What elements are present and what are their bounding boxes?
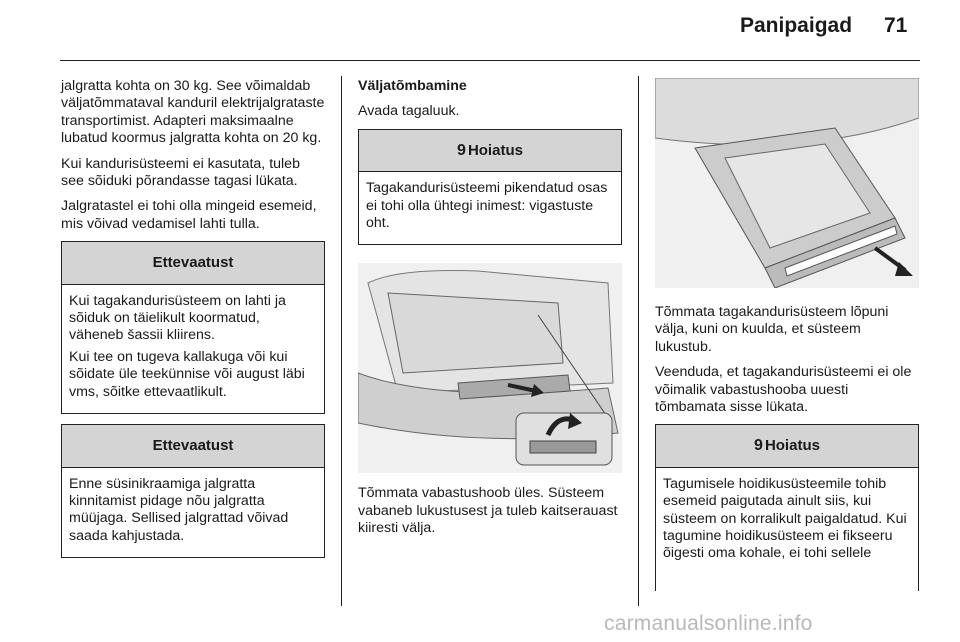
caution-text: Kui tee on tugeva kallakuga või kui sõidate üle teekünnise või august läbi vms, sõitke ettevaatlikult.: [69, 348, 305, 400]
paragraph: Avada tagaluuk.: [358, 103, 460, 120]
column-3: [655, 78, 919, 591]
release-lever-illustration: [358, 263, 622, 473]
column-divider-2: [638, 76, 639, 606]
caution-text: Kui tagakandurisüsteem on lahti ja sõiduk on täielikult koormatud, väheneb šassii kliirens.: [69, 292, 286, 344]
paragraph: Veenduda, et tagakandurisüsteemi ei ole võimalik vabastushooba uuesti tõmbamata sisse lükata.: [655, 364, 912, 416]
subheading: Väljatõmbamine: [358, 78, 467, 94]
rear-carrier-illustration: [655, 78, 919, 288]
paragraph: Jalgratastel ei tohi olla mingeid esemeid, mis võivad vedamisel lahti tulla.: [61, 198, 317, 232]
rear-carrier-drawing: [655, 78, 919, 288]
column-divider-1: [341, 76, 342, 606]
figure-caption: Tõmmata vabastushoob üles. Süsteem vabaneb lukustusest ja tuleb kaitserauast kiiresti välja.: [358, 485, 618, 537]
warning-text: Tagakandurisüsteemi pikendatud osas ei tohi olla ühtegi inimest: vigastuste oht.: [366, 180, 608, 232]
caution-title: Ettevaatust: [62, 242, 324, 284]
warning-text: Tagumisele hoidikusüsteemile tohib esemeid paigutada ainult siis, kui süsteem on korralikult paigaldatud. Kui tagumine hoidikusüsteem ei fikseeru õigesti oma kohale, ei tohi sellele: [663, 475, 907, 562]
warning-box: [358, 129, 622, 246]
warning-box: [655, 424, 919, 591]
page-title: Panipaigad: [740, 14, 853, 37]
caution-text: Enne süsinikraamiga jalgratta kinnitamist pidage nõu jalgratta müüjaga. Sellised jalgrattad võivad saada kahjustada.: [69, 475, 289, 544]
watermark: carmanualsonline.info: [604, 612, 813, 635]
caution-box-1: [61, 241, 325, 414]
warning-icon: 9: [457, 141, 466, 159]
warning-icon: 9: [754, 437, 763, 455]
column-2: [358, 78, 622, 546]
warning-title: Hoiatus: [467, 141, 523, 159]
page-number: 71: [884, 14, 908, 37]
paragraph: Tõmmata tagakandurisüsteem lõpuni välja, kuni on kuulda, et süsteem lukustub.: [655, 304, 889, 355]
paragraph: jalgratta kohta on 30 kg. See võimaldab väljatõmmataval kanduril elektrijalgrataste transportimist. Adapteri maksimaalne lubatud koormus jalgratta kohta on 20 kg.: [61, 78, 325, 147]
header-divider: [60, 60, 920, 61]
paragraph: Kui kandurisüsteemi ei kasutata, tuleb see sõiduki põrandasse tagasi lükata.: [61, 155, 300, 190]
column-1: [61, 78, 325, 558]
warning-title: Hoiatus: [764, 437, 820, 455]
caution-box-2: [61, 424, 325, 558]
car-rear-drawing: [358, 263, 622, 473]
caution-title: Ettevaatust: [62, 425, 324, 467]
